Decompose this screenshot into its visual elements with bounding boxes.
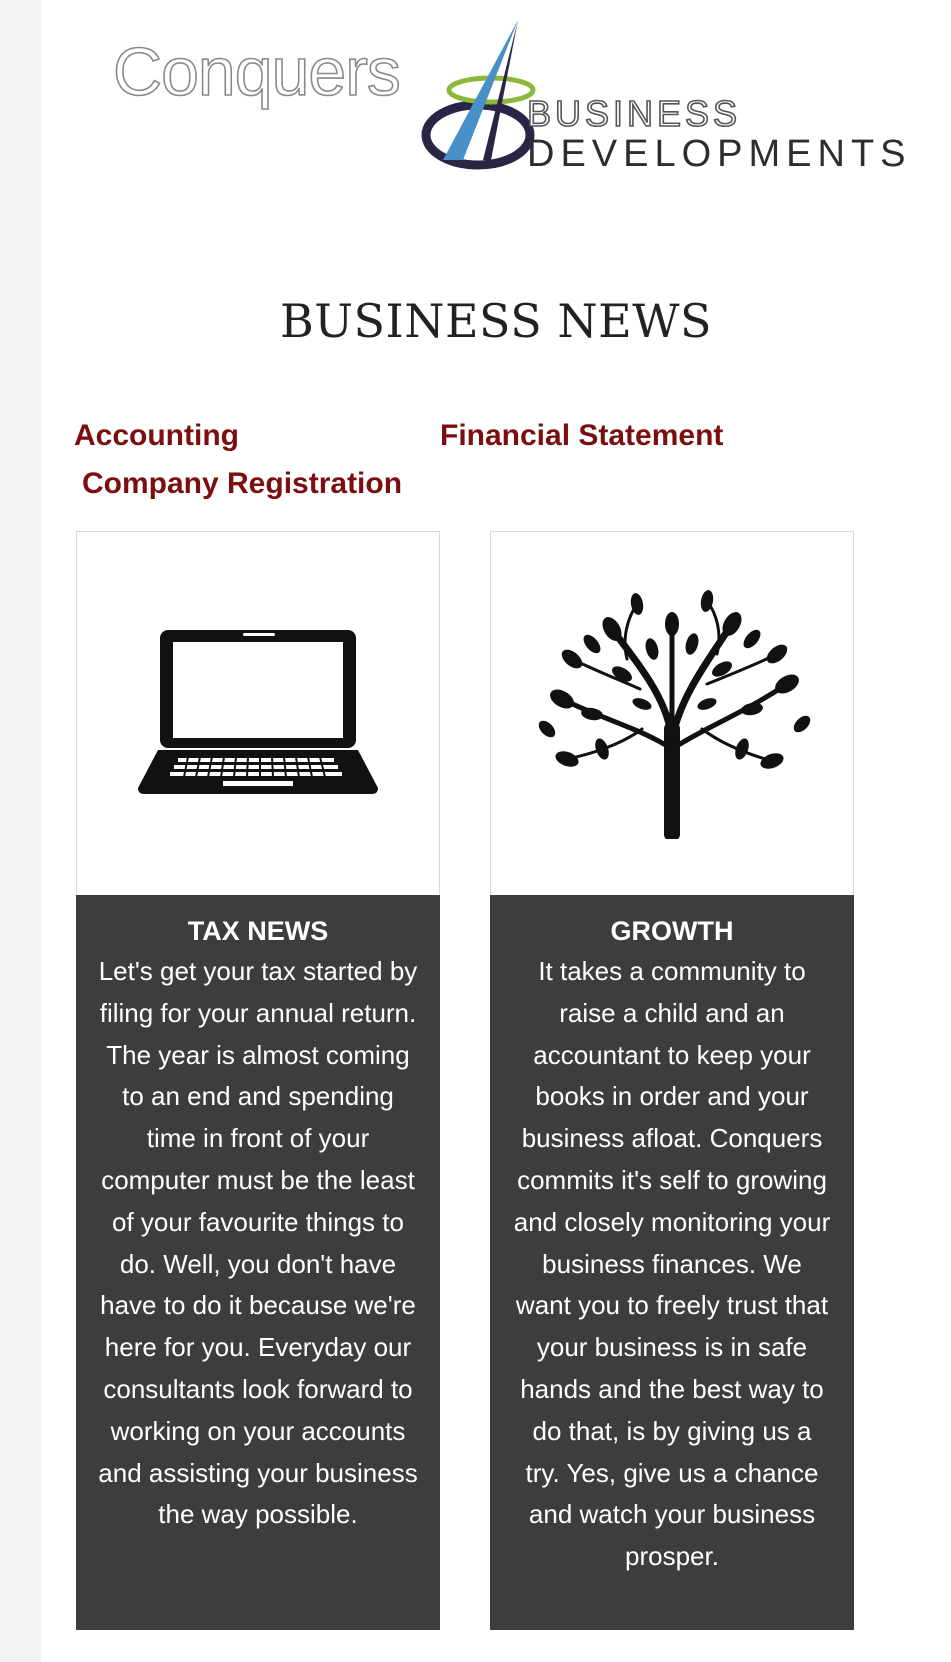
- logo-line-developments: DEVELOPMENTS: [527, 133, 912, 175]
- category-link-company-registration[interactable]: Company Registration: [82, 467, 403, 500]
- page: [41, 0, 951, 1662]
- category-link-accounting[interactable]: Accounting: [74, 419, 239, 452]
- section-title: BUSINESS NEWS: [279, 294, 713, 348]
- card-image: [77, 532, 439, 896]
- logo-brand-word: Conquers: [113, 34, 400, 110]
- logo-line-business: BUSINESS: [527, 93, 742, 134]
- category-link-financial-statement[interactable]: Financial Statement: [440, 419, 724, 452]
- card-text: Let's get your tax started by filing for your annual return. The year is almost coming to an end and spending time in front of your computer must be the least of your favourite things to do. Well, you don't have have to do it because we're here for you. Everyday our consultants look forward to working on your accounts and assisting your business the way possible.: [98, 956, 418, 1530]
- news-card-tax[interactable]: [76, 531, 440, 1629]
- card-body: [76, 895, 440, 1630]
- tree-icon: [522, 589, 822, 839]
- laptop-icon: [128, 624, 388, 804]
- card-text: It takes a community to raise a child and an accountant to keep your books in order and your business afloat. Conquers commits it's self to growing and closely monitoring your business finances. We want you to freely trust that your business is in safe hands and the best way to do that, is by giving us a try. Yes, give us a chance and watch your business prosper.: [513, 956, 831, 1572]
- card-body: [490, 895, 854, 1630]
- news-card-growth[interactable]: [490, 531, 854, 1629]
- company-logo[interactable]: [113, 10, 913, 180]
- card-title: TAX NEWS: [187, 916, 329, 946]
- card-title: GROWTH: [610, 916, 734, 946]
- card-image: [491, 532, 853, 896]
